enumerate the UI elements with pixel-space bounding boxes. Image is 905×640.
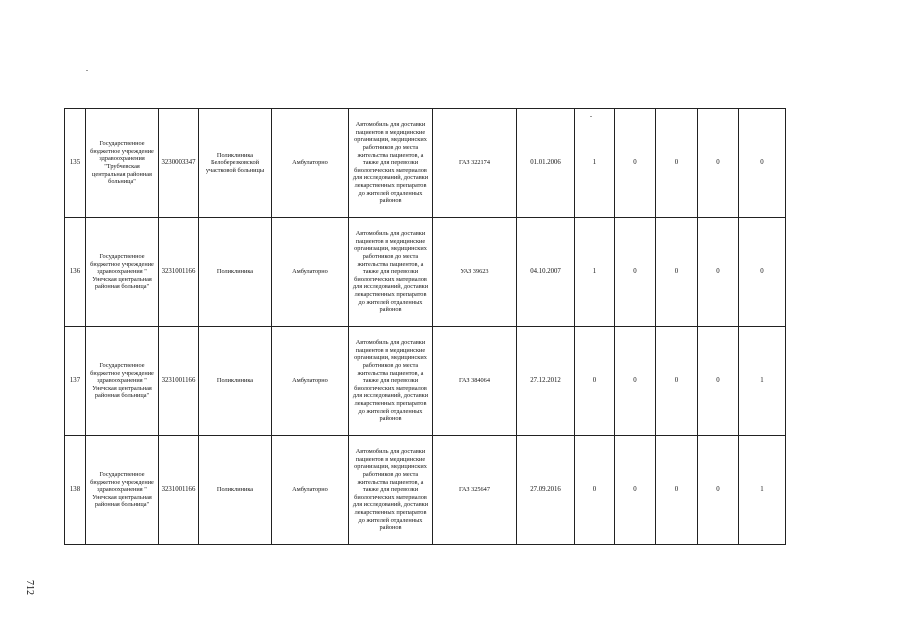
count-cell-3: 0 [656, 327, 698, 436]
count-cell-5: 0 [739, 109, 786, 218]
vehicle-model-cell: ГАЗ 325647 [433, 436, 517, 545]
count-cell-1: 1 [575, 109, 615, 218]
count-cell-2: 0 [615, 436, 656, 545]
row-number-cell: 137 [65, 327, 86, 436]
date-cell: 27.09.2016 [517, 436, 575, 545]
vehicle-model-cell: ГАЗ 322174 [433, 109, 517, 218]
count-cell-3: 0 [656, 218, 698, 327]
inn-cell: 3231001166 [159, 218, 199, 327]
table-row [65, 436, 786, 545]
count-cell-3: 0 [656, 436, 698, 545]
count-cell-1: 1 [575, 218, 615, 327]
count-cell-4: 0 [698, 218, 739, 327]
subdivision-cell: Поликлиника [199, 327, 272, 436]
table-body [65, 109, 786, 545]
table-row [65, 327, 786, 436]
date-cell: 27.12.2012 [517, 327, 575, 436]
institution-name-cell: Государственное бюджетное учреждение здравоохранения " Унечская центральная районная больница" [86, 436, 159, 545]
table-row [65, 218, 786, 327]
vehicle-purpose-cell: Автомобиль для доставки пациентов в медицинские организации, медицинских работников до места жительства пациентов, а также для перевозки биологических материалов для исследований, доставки лекарственных препаратов до жителей отдаленных районов [349, 327, 433, 436]
vehicle-model-cell: ГАЗ 384064 [433, 327, 517, 436]
vehicle-purpose-cell: Автомобиль для доставки пациентов в медицинские организации, медицинских работников до места жительства пациентов, а также для перевозки биологических материалов для исследований, доставки лекарственных препаратов до жителей отдаленных районов [349, 109, 433, 218]
row-number-cell: 136 [65, 218, 86, 327]
subdivision-cell: Поликлиника [199, 218, 272, 327]
count-cell-1: 0 [575, 327, 615, 436]
vehicle-model-cell: УАЗ 39623 [433, 218, 517, 327]
count-cell-2: 0 [615, 218, 656, 327]
count-cell-2: 0 [615, 327, 656, 436]
vehicle-register-table [64, 108, 786, 545]
care-type-cell: Амбулаторно [272, 436, 349, 545]
institution-name-cell: Государственное бюджетное учреждение здравоохранения " Унечская центральная районная больница" [86, 218, 159, 327]
count-cell-3: 0 [656, 109, 698, 218]
count-cell-5: 0 [739, 218, 786, 327]
count-cell-4: 0 [698, 436, 739, 545]
table-row [65, 109, 786, 218]
institution-name-cell: Государственное бюджетное учреждение здравоохранения "Трубчевская центральная районная больница" [86, 109, 159, 218]
page-number: 712 [24, 580, 35, 595]
vehicle-purpose-cell: Автомобиль для доставки пациентов в медицинские организации, медицинских работников до места жительства пациентов, а также для перевозки биологических материалов для исследований, доставки лекарственных препаратов до жителей отдаленных районов [349, 436, 433, 545]
count-cell-2: 0 [615, 109, 656, 218]
subdivision-cell: Поликлиника [199, 436, 272, 545]
institution-name-cell: Государственное бюджетное учреждение здравоохранения " Унечская центральная районная больница" [86, 327, 159, 436]
subdivision-cell: Поликлиника Белоберезковской участковой больницы [199, 109, 272, 218]
vehicle-purpose-cell: Автомобиль для доставки пациентов в медицинские организации, медицинских работников до места жительства пациентов, а также для перевозки биологических материалов для исследований, доставки лекарственных препаратов до жителей отдаленных районов [349, 218, 433, 327]
care-type-cell: Амбулаторно [272, 327, 349, 436]
inn-cell: 3231001166 [159, 327, 199, 436]
inn-cell: 3231001166 [159, 436, 199, 545]
count-cell-4: 0 [698, 109, 739, 218]
date-cell: 01.01.2006 [517, 109, 575, 218]
row-number-cell: 138 [65, 436, 86, 545]
count-cell-5: 1 [739, 327, 786, 436]
care-type-cell: Амбулаторно [272, 218, 349, 327]
inn-cell: 3230003347 [159, 109, 199, 218]
row-number-cell: 135 [65, 109, 86, 218]
scan-speck [86, 70, 88, 71]
date-cell: 04.10.2007 [517, 218, 575, 327]
count-cell-5: 1 [739, 436, 786, 545]
count-cell-4: 0 [698, 327, 739, 436]
care-type-cell: Амбулаторно [272, 109, 349, 218]
count-cell-1: 0 [575, 436, 615, 545]
